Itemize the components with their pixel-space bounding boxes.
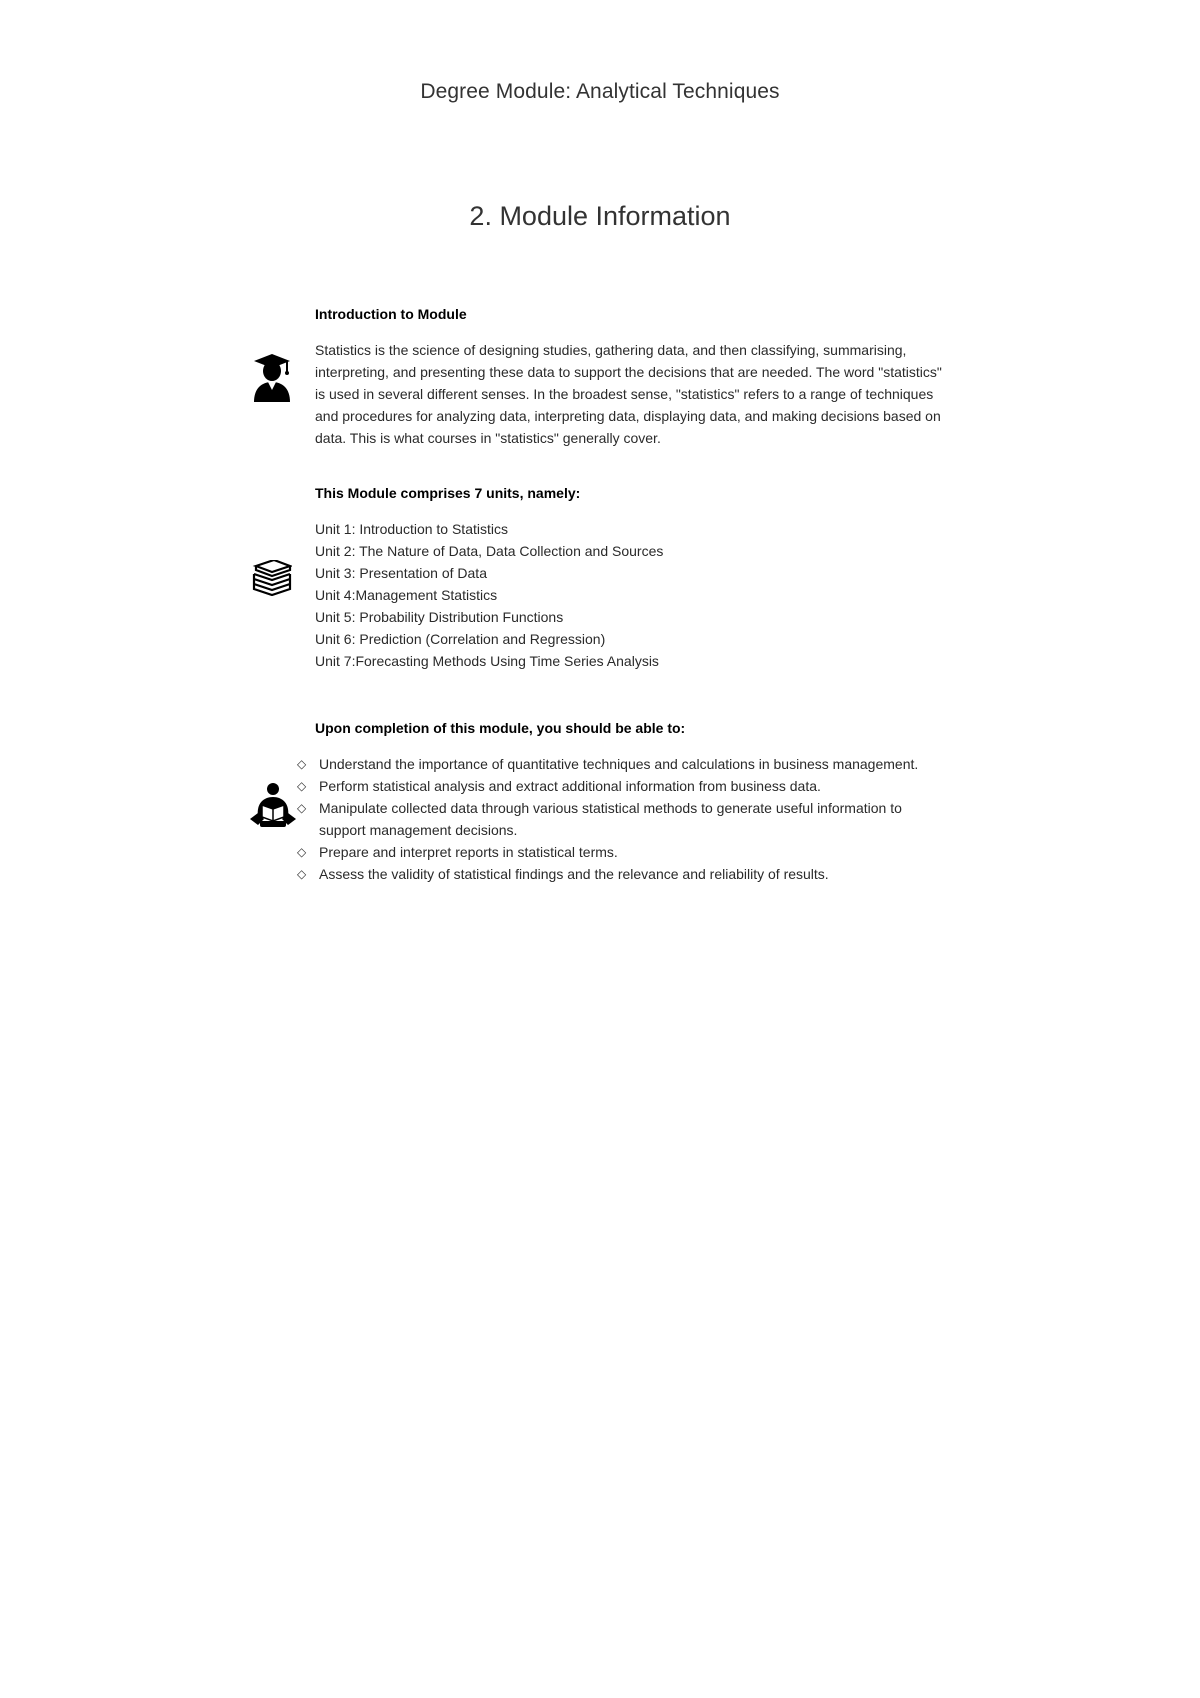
outcomes-list bbox=[297, 753, 950, 885]
list-item: Unit 1: Introduction to Statistics bbox=[315, 521, 508, 537]
list-item-text: Manipulate collected data through various statistical methods to generate useful information to support management decisions. bbox=[319, 800, 902, 838]
section-title: 2. Module Information bbox=[469, 201, 731, 231]
list-item bbox=[297, 863, 950, 885]
list-item: Unit 5: Probability Distribution Functions bbox=[315, 609, 564, 625]
list-item bbox=[297, 775, 950, 797]
introduction-body: Statistics is the science of designing studies, gathering data, and then classifying, summarising, interpreting, and presenting these data to support the decisions that are needed. The word "statistics" is used in several different senses. In the broadest sense, "statistics" refers to a range of techniques and procedures for analyzing data, interpreting data, displaying data, and making decisions based on data. This is what courses in "statistics" generally cover. bbox=[315, 342, 942, 446]
graduate-icon bbox=[252, 354, 292, 402]
list-item: Unit 2: The Nature of Data, Data Collection and Sources bbox=[315, 543, 664, 559]
outcomes-heading: Upon completion of this module, you should be able to: bbox=[315, 720, 686, 736]
running-header: Degree Module: Analytical Techniques bbox=[420, 80, 780, 103]
list-item bbox=[297, 841, 950, 863]
list-item: Unit 3: Presentation of Data bbox=[315, 565, 487, 581]
list-item bbox=[297, 753, 950, 775]
outcomes-section bbox=[297, 717, 950, 885]
list-item-text: Assess the validity of statistical findings and the relevance and reliability of results. bbox=[319, 866, 829, 882]
introduction-heading: Introduction to Module bbox=[315, 306, 467, 322]
list-item-text: Prepare and interpret reports in statistical terms. bbox=[319, 844, 618, 860]
units-heading: This Module comprises 7 units, namely: bbox=[315, 485, 581, 501]
list-item: Unit 6: Prediction (Correlation and Regression) bbox=[315, 631, 606, 647]
list-item: Unit 4:Management Statistics bbox=[315, 587, 498, 603]
bullet-icon: ◇ bbox=[297, 801, 307, 815]
list-item: Unit 7:Forecasting Methods Using Time Series Analysis bbox=[315, 653, 659, 669]
list-item bbox=[297, 797, 950, 841]
bullet-icon: ◇ bbox=[297, 845, 307, 859]
reader-icon bbox=[250, 783, 296, 827]
list-item-text: Understand the importance of quantitative techniques and calculations in business management. bbox=[319, 756, 919, 772]
units-section bbox=[315, 482, 945, 672]
bullet-icon: ◇ bbox=[297, 757, 307, 771]
bullet-icon: ◇ bbox=[297, 867, 307, 881]
introduction-section bbox=[315, 303, 945, 449]
list-item-text: Perform statistical analysis and extract additional information from business data. bbox=[319, 778, 821, 794]
units-list bbox=[315, 518, 945, 672]
books-icon bbox=[252, 560, 292, 596]
bullet-icon: ◇ bbox=[297, 779, 307, 793]
